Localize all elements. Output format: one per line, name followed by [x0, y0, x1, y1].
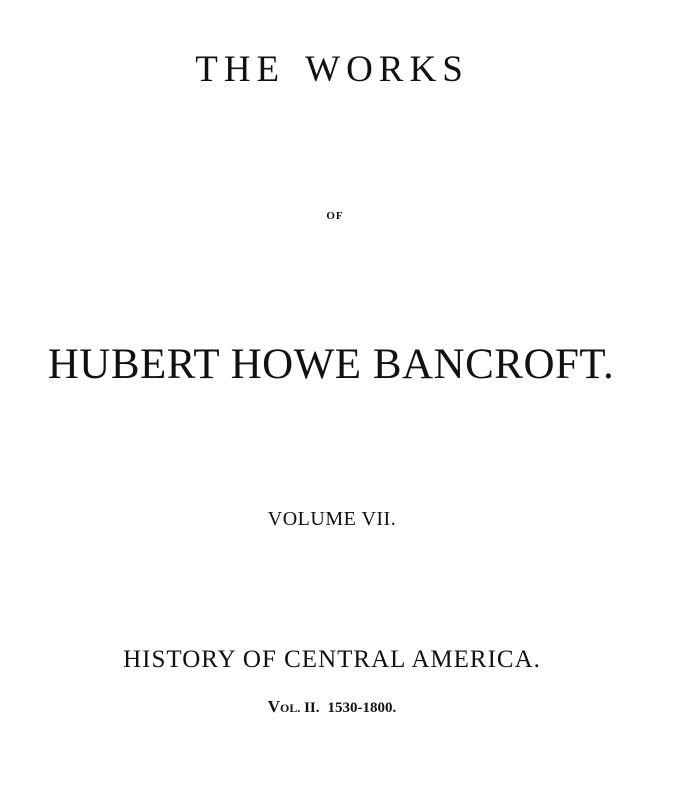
works-word-works: WORKS	[305, 49, 469, 90]
author-name: HUBERT HOWE BANCROFT.	[47, 341, 615, 388]
subvolume-number: II.	[304, 700, 320, 716]
subvolume-vol-cap: V	[267, 697, 280, 716]
works-word-the: THE	[195, 49, 286, 90]
subvolume-line	[0, 697, 682, 717]
of-word: OF	[326, 210, 344, 222]
subvolume-vol-rest: OL.	[280, 701, 301, 715]
subvolume-years: 1530-1800.	[327, 700, 397, 716]
volume-number: VOLUME VII.	[267, 508, 397, 530]
works-heading	[0, 48, 682, 91]
work-title: HISTORY OF CENTRAL AMERICA.	[123, 646, 541, 673]
